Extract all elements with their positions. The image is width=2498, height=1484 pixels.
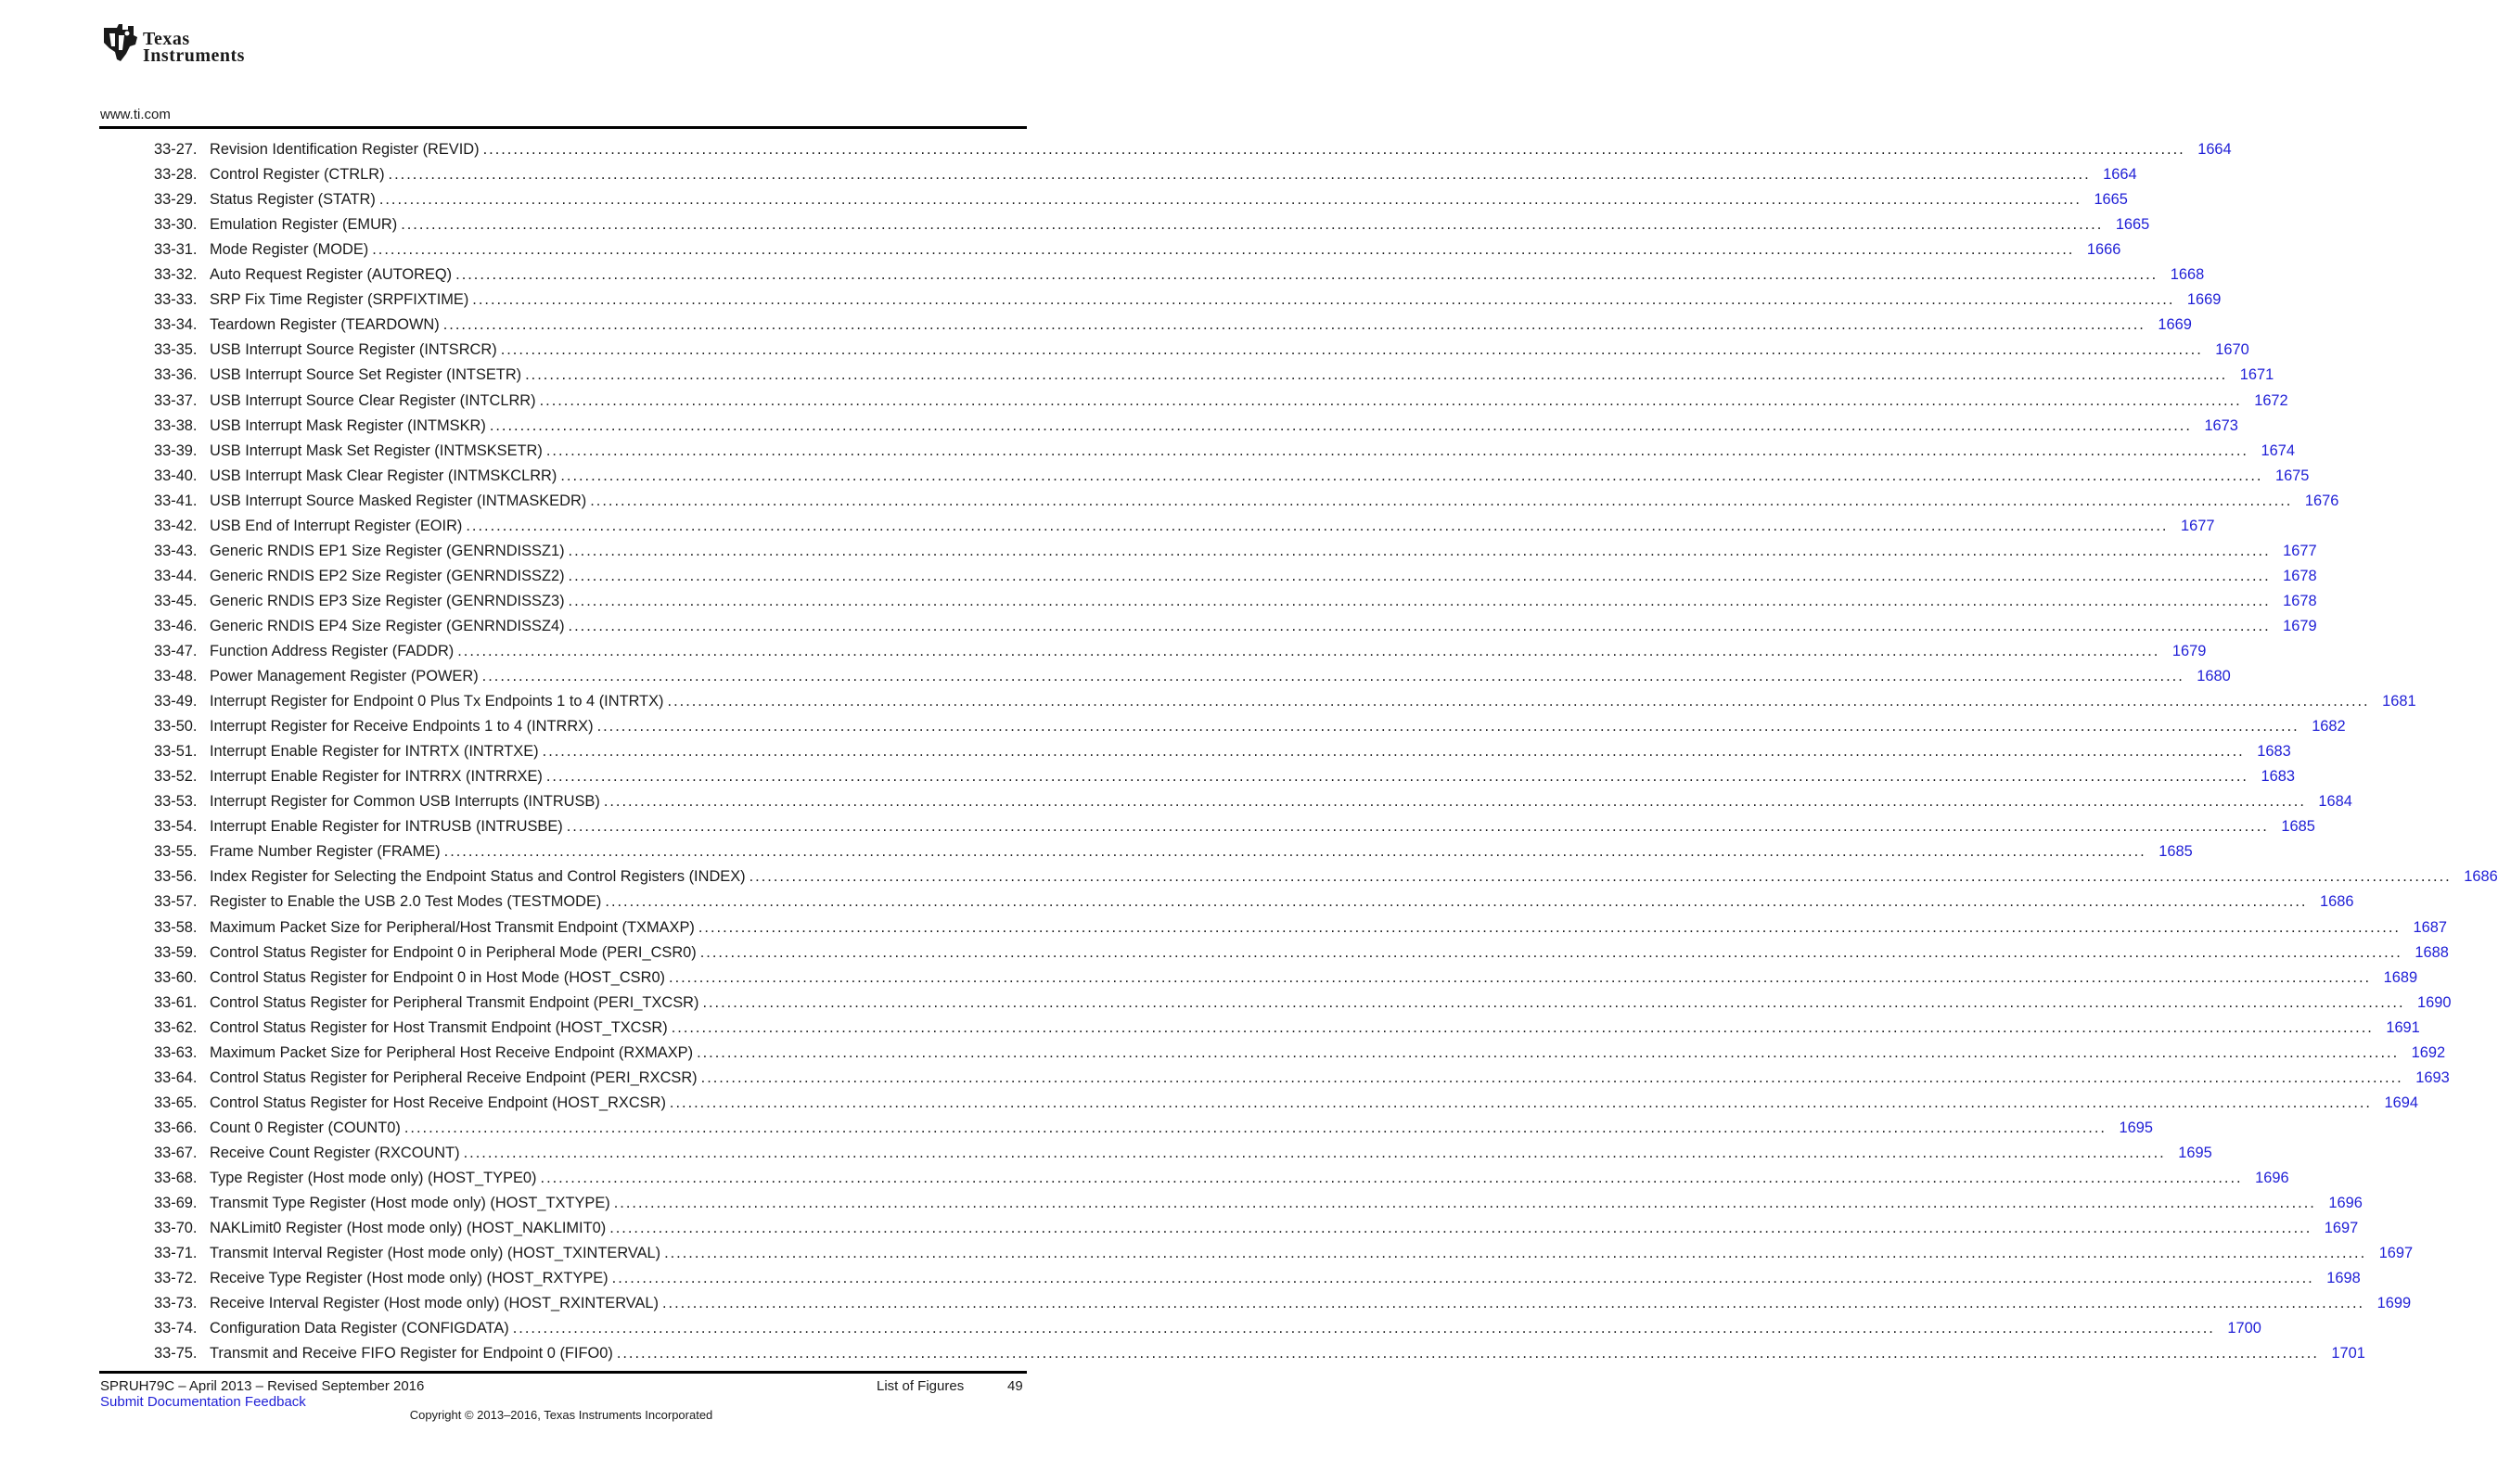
toc-entry[interactable] [154, 736, 2291, 761]
page-link[interactable]: 1692 [2411, 1043, 2446, 1061]
page-link[interactable]: 1696 [2328, 1195, 2363, 1212]
toc-entry[interactable] [154, 1262, 2361, 1287]
toc-entry[interactable] [154, 259, 2205, 284]
page-link[interactable]: 1700 [2227, 1320, 2261, 1337]
figure-number: 33-53. [154, 793, 198, 811]
toc-entry[interactable] [154, 635, 2207, 660]
figure-number: 33-57. [154, 893, 198, 911]
toc-entry[interactable] [154, 435, 2295, 460]
dot-leader [569, 567, 2271, 585]
dot-leader [560, 467, 2262, 485]
page-link[interactable]: 1679 [2171, 642, 2207, 659]
dot-leader [540, 391, 2242, 410]
dot-leader [472, 290, 2174, 309]
toc-entry[interactable] [154, 1287, 2412, 1312]
figure-title[interactable]: Generic RNDIS EP3 Size Register (GENRNDISSZ3) [210, 592, 565, 609]
toc-entry[interactable] [154, 1062, 2450, 1087]
toc-entry[interactable] [154, 861, 2498, 886]
site-url[interactable]: www.ti.com [100, 107, 171, 122]
figure-title[interactable]: Configuration Data Register (CONFIGDATA) [210, 1320, 509, 1337]
dot-leader [464, 1144, 2166, 1162]
figure-title[interactable]: USB Interrupt Source Register (INTSRCR) [210, 341, 497, 359]
figure-title[interactable]: Transmit Interval Register (Host mode only) (HOST_TXINTERVAL) [210, 1245, 661, 1262]
dot-leader [404, 1119, 2107, 1137]
page-link[interactable]: 1665 [2094, 191, 2128, 209]
toc-entry[interactable] [154, 836, 2193, 861]
page-link[interactable]: 1698 [2326, 1270, 2361, 1287]
toc-entry[interactable] [154, 1112, 2153, 1137]
toc-entry[interactable] [154, 1087, 2418, 1112]
figure-title[interactable]: Generic RNDIS EP4 Size Register (GENRNDISSZ4) [210, 617, 565, 634]
figure-title[interactable]: USB Interrupt Source Clear Register (INTCLRR) [210, 391, 536, 409]
dot-leader [569, 617, 2271, 635]
figure-number: 33-48. [154, 668, 198, 685]
figure-number: 33-63. [154, 1043, 198, 1061]
page-link[interactable]: 1686 [2320, 893, 2354, 911]
figure-number: 33-50. [154, 718, 198, 736]
figure-title[interactable]: Receive Type Register (Host mode only) (HOST_RXTYPE) [210, 1270, 608, 1287]
dot-leader [501, 340, 2203, 359]
page-link[interactable]: 1677 [2180, 517, 2215, 534]
figure-number: 33-36. [154, 366, 198, 384]
page-link[interactable]: 1664 [2197, 141, 2232, 159]
toc-entry[interactable] [154, 1237, 2414, 1262]
figure-number: 33-43. [154, 542, 198, 559]
figure-title[interactable]: Interrupt Enable Register for INTRUSB (INTRUSBE) [210, 818, 563, 836]
toc-entry[interactable] [154, 962, 2418, 987]
page-link[interactable]: 1685 [2159, 843, 2193, 861]
figure-title[interactable]: Interrupt Enable Register for INTRRX (INTRRXE) [210, 768, 543, 786]
figure-number: 33-70. [154, 1220, 198, 1237]
figure-title[interactable]: Maximum Packet Size for Peripheral/Host Transmit Endpoint (TXMAXP) [210, 918, 695, 936]
dot-leader [525, 365, 2227, 384]
dot-leader [372, 240, 2074, 259]
toc-entry[interactable] [154, 460, 2310, 485]
figure-number: 33-58. [154, 918, 198, 936]
figure-title[interactable]: USB Interrupt Source Masked Register (INTMASKEDR) [210, 492, 587, 509]
figure-title[interactable]: Control Status Register for Host Transmit Endpoint (HOST_TXCSR) [210, 1018, 668, 1036]
figure-number: 33-72. [154, 1270, 198, 1287]
dot-leader [569, 592, 2271, 610]
figure-number: 33-61. [154, 993, 198, 1011]
figure-title[interactable]: Status Register (STATR) [210, 191, 376, 209]
dot-leader [483, 140, 2185, 159]
figure-title[interactable]: Function Address Register (FADDR) [210, 642, 455, 659]
dot-leader [444, 842, 2146, 861]
dot-leader [605, 892, 2307, 911]
dot-leader [546, 767, 2248, 786]
figure-number: 33-47. [154, 642, 198, 659]
dot-leader [664, 1244, 2366, 1262]
page-link[interactable]: 1693 [2415, 1068, 2450, 1086]
figure-number: 33-60. [154, 968, 198, 986]
figure-title[interactable]: Revision Identification Register (REVID) [210, 141, 480, 159]
dot-leader [614, 1194, 2316, 1212]
figure-number: 33-68. [154, 1169, 198, 1186]
section-name: List of Figures [877, 1378, 965, 1394]
figure-number: 33-67. [154, 1144, 198, 1161]
page-link[interactable]: 1671 [2239, 366, 2274, 384]
figure-title[interactable]: Interrupt Register for Receive Endpoints 1 to 4 (INTRRX) [210, 718, 594, 736]
logo-line-2: Instruments [143, 45, 245, 66]
figure-number: 33-38. [154, 416, 198, 434]
dot-leader [455, 265, 2158, 284]
figure-number: 33-31. [154, 241, 198, 259]
toc-entry[interactable] [154, 334, 2249, 359]
toc-entry[interactable] [154, 987, 2452, 1012]
figure-number: 33-41. [154, 492, 198, 509]
dot-leader [569, 542, 2271, 560]
figure-title[interactable]: USB Interrupt Mask Clear Register (INTMSKCLRR) [210, 467, 557, 484]
page-link[interactable]: 1694 [2384, 1094, 2418, 1111]
toc-entry[interactable] [154, 786, 2352, 811]
figure-number: 33-45. [154, 592, 198, 609]
document-id: SPRUH79C – April 2013 – Revised September 2016 [100, 1378, 425, 1394]
figure-number: 33-28. [154, 166, 198, 184]
page-link[interactable]: 1695 [2119, 1119, 2153, 1136]
figure-title[interactable]: Frame Number Register (FRAME) [210, 843, 441, 861]
toc-entry[interactable] [154, 1212, 2359, 1237]
dot-leader [662, 1294, 2364, 1312]
figure-title[interactable]: USB Interrupt Mask Set Register (INTMSKSETR) [210, 441, 543, 459]
page-link[interactable]: 1680 [2197, 668, 2231, 685]
page-link[interactable]: 1689 [2383, 968, 2418, 986]
figure-number: 33-27. [154, 141, 198, 159]
dot-leader [609, 1219, 2312, 1237]
dot-leader [604, 792, 2306, 811]
page-link[interactable]: 1669 [2158, 316, 2192, 334]
page-link[interactable]: 1673 [2204, 416, 2238, 434]
figure-title[interactable]: Type Register (Host mode only) (HOST_TYPE0) [210, 1169, 537, 1186]
page-link[interactable]: 1677 [2283, 542, 2317, 559]
dot-leader [443, 315, 2146, 334]
figure-title[interactable]: USB Interrupt Source Set Register (INTSETR) [210, 366, 522, 384]
toc-entry[interactable] [154, 234, 2121, 259]
dot-leader [702, 993, 2404, 1012]
dot-leader [697, 1043, 2399, 1062]
figure-number: 33-32. [154, 266, 198, 284]
page-link[interactable]: 1688 [2415, 943, 2449, 961]
figure-title[interactable]: Transmit and Receive FIFO Register for Endpoint 0 (FIFO0) [210, 1345, 613, 1362]
figure-number: 33-33. [154, 291, 198, 309]
figure-title[interactable]: Auto Request Register (AUTOREQ) [210, 266, 453, 284]
toc-entry[interactable] [154, 585, 2317, 610]
figure-title[interactable]: Interrupt Register for Endpoint 0 Plus Tx Endpoints 1 to 4 (INTRTX) [210, 693, 664, 710]
page-link[interactable]: 1687 [2413, 918, 2447, 936]
page-link[interactable]: 1672 [2254, 391, 2288, 409]
dot-leader [546, 441, 2248, 460]
dot-leader [457, 642, 2159, 660]
toc-entry[interactable] [154, 159, 2137, 184]
figure-title[interactable]: USB Interrupt Mask Register (INTMSKR) [210, 416, 486, 434]
toc-entry[interactable] [154, 510, 2215, 535]
toc-entry[interactable] [154, 485, 2339, 510]
toc-entry[interactable] [154, 1012, 2420, 1037]
copyright-notice: Copyright © 2013–2016, Texas Instruments Incorporated [409, 1408, 713, 1422]
figure-number: 33-29. [154, 191, 198, 209]
dot-leader [389, 165, 2091, 184]
page-link[interactable]: 1675 [2274, 467, 2310, 484]
toc-entry[interactable] [154, 209, 2150, 234]
toc-entry[interactable] [154, 1337, 2365, 1362]
page-link[interactable]: 1686 [2464, 868, 2498, 886]
figure-number: 33-59. [154, 943, 198, 961]
figure-number: 33-30. [154, 216, 198, 234]
figure-number: 33-69. [154, 1195, 198, 1212]
figure-title[interactable]: Control Status Register for Host Receive Endpoint (HOST_RXCSR) [210, 1094, 666, 1111]
figure-title[interactable]: Interrupt Register for Common USB Interrupts (INTRUSB) [210, 793, 600, 811]
figure-number: 33-52. [154, 768, 198, 786]
page-link[interactable]: 1678 [2283, 592, 2317, 609]
page-link[interactable]: 1668 [2170, 266, 2205, 284]
page-link[interactable]: 1682 [2312, 718, 2346, 736]
dot-leader [672, 1018, 2374, 1037]
submit-feedback-link[interactable]: Submit Documentation Feedback [100, 1394, 306, 1410]
dot-leader [749, 867, 2452, 886]
figure-number: 33-74. [154, 1320, 198, 1337]
toc-entry[interactable] [154, 284, 2222, 309]
toc-entry[interactable] [154, 1187, 2363, 1212]
logo-line-1: Texas [143, 29, 190, 49]
page-link[interactable]: 1690 [2417, 993, 2452, 1011]
page-link[interactable]: 1697 [2324, 1220, 2359, 1237]
figure-number: 33-75. [154, 1345, 198, 1362]
figure-title[interactable]: Receive Interval Register (Host mode only) (HOST_RXINTERVAL) [210, 1295, 659, 1312]
toc-entry[interactable] [154, 535, 2317, 560]
dot-leader [401, 215, 2103, 234]
figure-title[interactable]: Emulation Register (EMUR) [210, 216, 398, 234]
dot-leader [617, 1344, 2319, 1362]
ti-logo-wordmark [143, 30, 245, 65]
figure-number: 33-55. [154, 843, 198, 861]
figure-title[interactable]: Generic RNDIS EP1 Size Register (GENRNDISSZ1) [210, 542, 565, 559]
page-number: 49 [1007, 1378, 1023, 1394]
toc-entry[interactable] [154, 886, 2354, 911]
figure-title[interactable]: Control Status Register for Endpoint 0 in Host Mode (HOST_CSR0) [210, 968, 666, 986]
figure-number: 33-71. [154, 1245, 198, 1262]
page-link[interactable]: 1679 [2283, 617, 2317, 634]
figure-title[interactable]: Control Status Register for Peripheral Transmit Endpoint (PERI_TXCSR) [210, 993, 699, 1011]
figure-number: 33-66. [154, 1119, 198, 1136]
dot-leader [701, 1068, 2403, 1087]
dot-leader [698, 918, 2401, 937]
figure-number: 33-37. [154, 391, 198, 409]
page-link[interactable]: 1666 [2086, 241, 2121, 259]
dot-leader [669, 968, 2371, 987]
figure-number: 33-54. [154, 818, 198, 836]
page-link[interactable]: 1696 [2255, 1169, 2289, 1186]
figure-title[interactable]: Control Register (CTRLR) [210, 166, 385, 184]
figure-number: 33-46. [154, 617, 198, 634]
toc-entry[interactable] [154, 761, 2295, 786]
figure-number: 33-39. [154, 441, 198, 459]
toc-entry[interactable] [154, 1037, 2446, 1062]
ti-logo-icon [100, 22, 141, 63]
page-link[interactable]: 1685 [2281, 818, 2315, 836]
dot-leader [670, 1094, 2372, 1112]
toc-entry[interactable] [154, 811, 2315, 836]
dot-leader [612, 1269, 2314, 1287]
figure-title[interactable]: Mode Register (MODE) [210, 241, 369, 259]
page-link[interactable]: 1670 [2215, 341, 2249, 359]
toc-entry[interactable] [154, 1162, 2289, 1187]
figure-number: 33-42. [154, 517, 198, 534]
dot-leader [567, 817, 2269, 836]
dot-leader [482, 667, 2184, 685]
toc-entry[interactable] [154, 937, 2449, 962]
dot-leader [590, 492, 2292, 510]
figure-title[interactable]: SRP Fix Time Register (SRPFIXTIME) [210, 291, 469, 309]
figure-title[interactable]: Count 0 Register (COUNT0) [210, 1119, 401, 1136]
figure-number: 33-73. [154, 1295, 198, 1312]
toc-entry[interactable] [154, 685, 2416, 710]
page-link[interactable]: 1678 [2283, 567, 2317, 584]
figure-number: 33-35. [154, 341, 198, 359]
toc-entry[interactable] [154, 710, 2346, 736]
figure-title[interactable]: Receive Count Register (RXCOUNT) [210, 1144, 460, 1161]
page-link[interactable]: 1695 [2178, 1144, 2212, 1161]
figure-title[interactable]: USB End of Interrupt Register (EOIR) [210, 517, 463, 534]
dot-leader [597, 717, 2299, 736]
figure-number: 33-44. [154, 567, 198, 584]
toc-entry[interactable] [154, 410, 2238, 435]
page-link[interactable]: 1681 [2382, 693, 2416, 710]
page-link[interactable]: 1683 [2261, 768, 2295, 786]
dot-leader [513, 1319, 2215, 1337]
page-link[interactable]: 1684 [2318, 793, 2352, 811]
page-link[interactable]: 1683 [2257, 743, 2291, 761]
figure-title[interactable]: Index Register for Selecting the Endpoint Status and Control Registers (INDEX) [210, 868, 746, 886]
figure-title[interactable]: Power Management Register (POWER) [210, 668, 479, 685]
toc-entry[interactable] [154, 184, 2128, 209]
page-link[interactable]: 1674 [2261, 441, 2295, 459]
toc-entry[interactable] [154, 309, 2192, 334]
dot-leader [668, 692, 2370, 710]
toc-entry[interactable] [154, 359, 2274, 384]
figure-title[interactable]: Maximum Packet Size for Peripheral Host Receive Endpoint (RXMAXP) [210, 1043, 694, 1061]
toc-entry[interactable] [154, 1137, 2212, 1162]
toc-entry[interactable] [154, 1312, 2261, 1337]
figure-number: 33-64. [154, 1068, 198, 1086]
figure-number: 33-56. [154, 868, 198, 886]
figure-title[interactable]: Transmit Type Register (Host mode only) (HOST_TXTYPE) [210, 1195, 610, 1212]
figure-title[interactable]: Control Status Register for Peripheral Receive Endpoint (PERI_RXCSR) [210, 1068, 698, 1086]
toc-entry[interactable] [154, 660, 2231, 685]
dot-leader [543, 742, 2245, 761]
page-link[interactable]: 1669 [2186, 291, 2222, 309]
list-of-figures [154, 134, 2498, 1362]
page-link[interactable]: 1697 [2378, 1245, 2414, 1262]
dot-leader [466, 517, 2168, 535]
figure-number: 33-34. [154, 316, 198, 334]
toc-entry[interactable] [154, 911, 2447, 936]
figure-title[interactable]: Interrupt Enable Register for INTRTX (INTRTXE) [210, 743, 539, 761]
figure-title[interactable]: Register to Enable the USB 2.0 Test Modes (TESTMODE) [210, 893, 602, 911]
toc-entry[interactable] [154, 384, 2288, 409]
figure-number: 33-40. [154, 467, 198, 484]
figure-title[interactable]: Teardown Register (TEARDOWN) [210, 316, 440, 334]
toc-entry[interactable] [154, 134, 2232, 159]
figure-number: 33-65. [154, 1094, 198, 1111]
header-rule [99, 126, 1027, 129]
toc-entry[interactable] [154, 560, 2317, 585]
figure-number: 33-62. [154, 1018, 198, 1036]
page-link[interactable]: 1665 [2115, 216, 2150, 234]
page-link[interactable]: 1664 [2103, 166, 2137, 184]
page-link[interactable]: 1691 [2386, 1018, 2420, 1036]
figure-title[interactable]: Control Status Register for Endpoint 0 in Peripheral Mode (PERI_CSR0) [210, 943, 697, 961]
figure-title[interactable]: NAKLimit0 Register (Host mode only) (HOST_NAKLIMIT0) [210, 1220, 607, 1237]
toc-entry[interactable] [154, 610, 2317, 635]
page-link[interactable]: 1701 [2331, 1345, 2365, 1362]
figure-number: 33-51. [154, 743, 198, 761]
dot-leader [541, 1169, 2243, 1187]
page-link[interactable]: 1699 [2376, 1295, 2412, 1312]
figure-title[interactable]: Generic RNDIS EP2 Size Register (GENRNDISSZ2) [210, 567, 565, 584]
dot-leader [700, 943, 2402, 962]
page-link[interactable]: 1676 [2304, 492, 2339, 509]
footer-rule [99, 1371, 1027, 1374]
dot-leader [379, 190, 2082, 209]
ti-logo [100, 22, 286, 69]
figure-number: 33-49. [154, 693, 198, 710]
dot-leader [490, 416, 2192, 435]
